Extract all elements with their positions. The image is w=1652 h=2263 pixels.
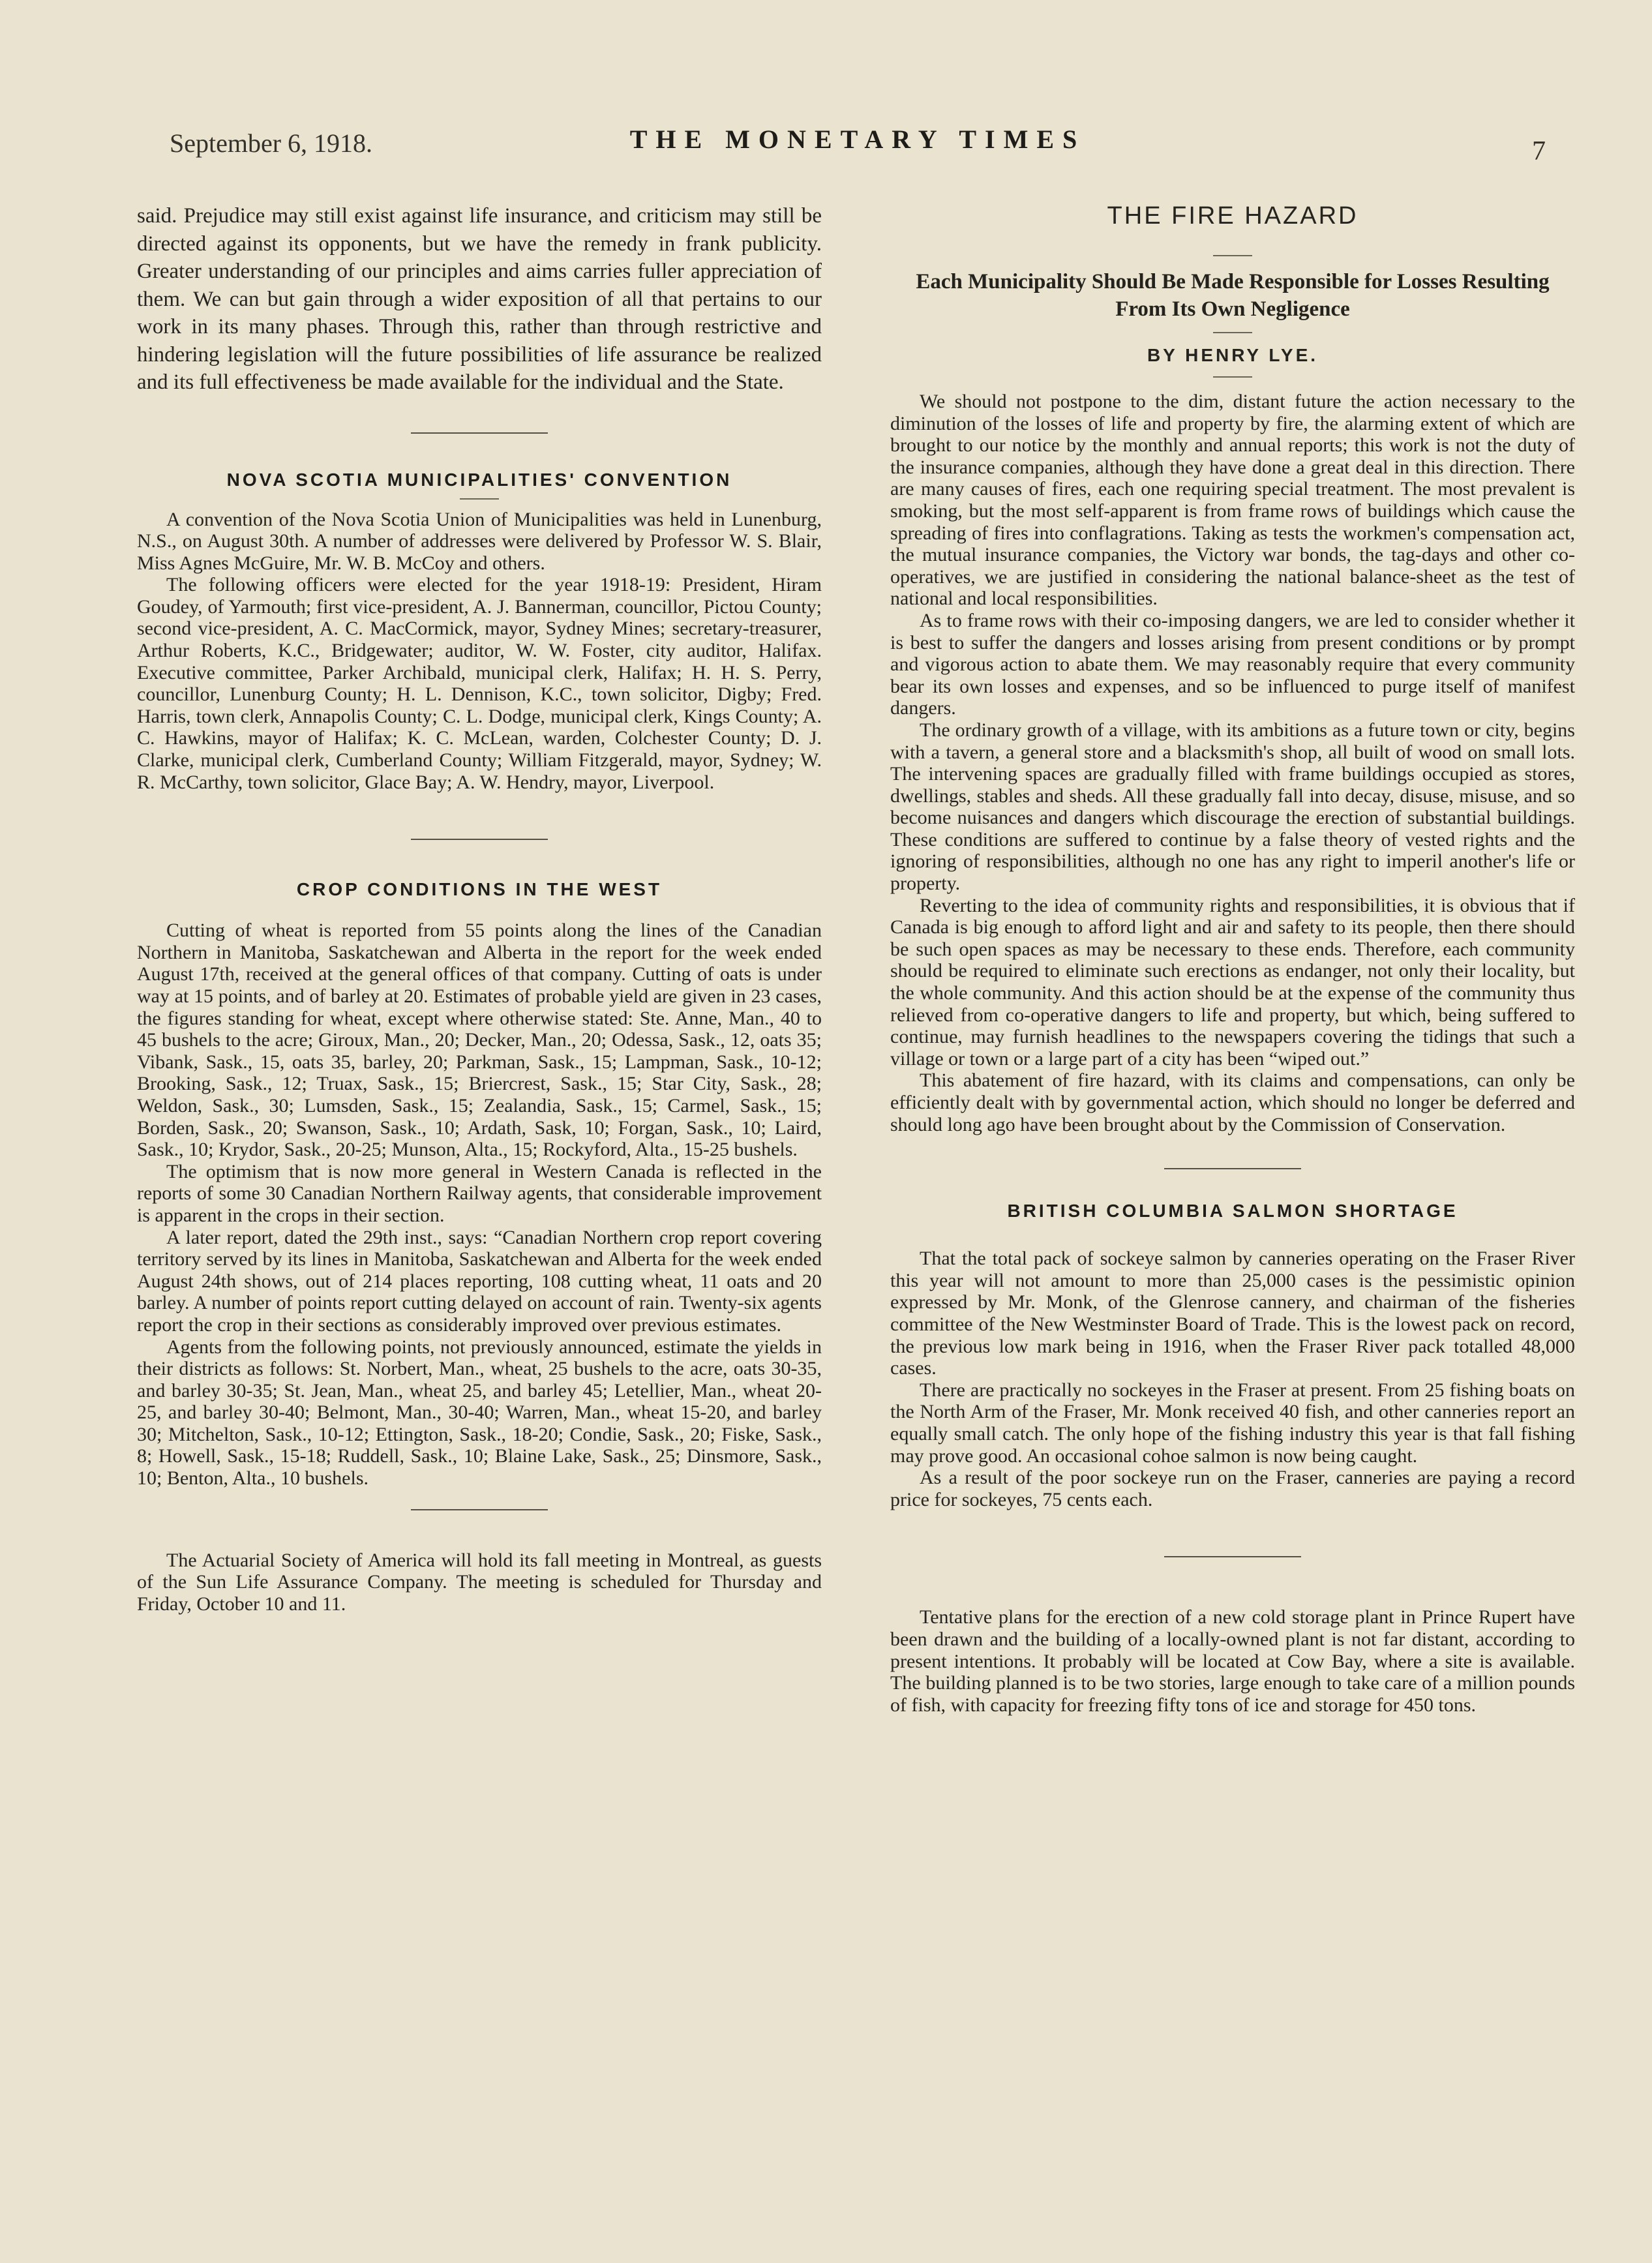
- crop-conditions-heading: CROP CONDITIONS IN THE WEST: [296, 879, 663, 900]
- salmon-shortage-heading: BRITISH COLUMBIA SALMON SHORTAGE: [1007, 1201, 1458, 1221]
- section-divider: [411, 839, 548, 840]
- issue-date: September 6, 1918.: [170, 128, 373, 158]
- nova-scotia-heading: NOVA SCOTIA MUNICIPALITIES' CONVENTION: [226, 469, 732, 490]
- publication-title: THE MONETARY TIMES: [629, 125, 1086, 154]
- right-column: [890, 202, 1575, 1716]
- fire-paragraph: We should not postpone to the dim, distant future the action necessary to the diminution of the losses of life and property by fire, the alarming extent of which are brought to our notice by the monthly and annual reports; this work is not the duty of the insurance companies, although they have done a great deal in this direction. There are many causes of fires, each one requiring special treatment. The most prevalent is smoking, but the most self-apparent is from frame rows of buildings which cause the spreading of fires into conflagrations. Taking as tests the workmen's compensation act, the mutual insurance companies, the Victory war bonds, the tag-days and other co-operatives, we are justified in considering the national balance-sheet as the test of national and local responsibilities.: [890, 391, 1575, 610]
- fire-hazard-subtitle: Each Municipality Should Be Made Responsible for Losses Resulting From Its Own Negligence: [916, 270, 1550, 321]
- crop-paragraph: The optimism that is now more general in Western Canada is reflected in the reports of some 30 Canadian Northern Railway agents, that considerable improvement is apparent in the crops in their section.: [137, 1160, 822, 1226]
- fire-hazard-title: THE FIRE HAZARD: [1107, 202, 1359, 230]
- salmon-paragraph: That the total pack of sockeye salmon by canneries operating on the Fraser River this year will not amount to more than 25,000 cases is the pessimistic opinion expressed by Mr. Monk, of the Glenrose cannery, and chairman of the fisheries committee of the New Westminster Board of Trade. This is the lowest pack on record, the previous low mark being in 1916, when the Fraser River pack totalled 48,000 cases.: [890, 1248, 1575, 1379]
- section-divider: [411, 432, 548, 434]
- actuarial-society-note: The Actuarial Society of America will hold its fall meeting in Montreal, as guests of the Sun Life Assurance Company. The meeting is scheduled for Thursday and Friday, October 10 and 11.: [137, 1549, 822, 1615]
- life-insurance-conclusion: said. Prejudice may still exist against life insurance, and criticism may still be directed against its opponents, but we have the remedy in frank publicity. Greater understanding of our principles and aims carries fuller appreciation of them. We can but gain through a wider exposition of all that pertains to our work in its many phases. Through this, rather than through restrictive and hindering legislation will the future possibilities of life assurance be realized and its full effectiveness be made available for the individual and the State.: [137, 204, 822, 394]
- page-number: 7: [1532, 136, 1546, 166]
- fire-paragraph: The ordinary growth of a village, with its ambitions as a future town or city, begins with a tavern, a general store and a blacksmith's shop, all built of wood on small lots. The intervening spaces are gradually filled with frame buildings occupied as stores, dwellings, stables and sheds. All these gradually fall into decay, disuse, misuse, and so become nuisances and dangers which discourage the erection of substantial buildings. These conditions are suffered to continue by a false theory of vested rights and the ignoring of responsibilities, although no one has any right to imperil another's life or property.: [890, 719, 1575, 895]
- page-header: [170, 124, 1546, 166]
- section-divider: [1164, 1556, 1301, 1557]
- cold-storage-note: Tentative plans for the erection of a new cold storage plant in Prince Rupert have been drawn and the building of a locally-owned plant is not far distant, according to present intentions. It probably will be located at Cow Bay, where a site is available. The building planned is to be two stories, large enough to take care of a million pounds of fish, with capacity for freezing fifty tons of ice and storage for 450 tons.: [890, 1606, 1575, 1716]
- left-column: [137, 202, 822, 1615]
- crop-paragraph: Agents from the following points, not previously announced, estimate the yields in their districts as follows: St. Norbert, Man., wheat, 25 bushels to the acre, oats 30-35, and barley 30-35; St. Jean, Man., wheat 25, and barley 45; Letellier, Man., wheat 20-25, and barley 30-40; Belmont, Man., 30-40; Warren, Man., wheat 15-20, and barley 30; Mitchelton, Sask., 10-12; Ettington, Sask., 18-20; Condie, Sask., 20; Fiske, Sask., 8; Howell, Sask., 15-18; Ruddell, Sask., 10; Blaine Lake, Sask., 25; Dinsmore, Sask., 10; Benton, Alta., 10 bushels.: [137, 1336, 822, 1490]
- fire-paragraph: Reverting to the idea of community rights and responsibilities, it is obvious that if Canada is big enough to afford light and air and safety to its people, then there should be such open spaces as may be necessary to these ends. Therefore, each community should be required to eliminate such erections as endanger, not only their locality, but the whole community. And this action should be at the expense of the community thus relieved from co-operative dangers to life and property, but which, being suffered to continue, may furnish headlines to the newspapers covering the tidings that such a village or town or a large part of a city has been “wiped out.”: [890, 894, 1575, 1070]
- nova-scotia-paragraph: A convention of the Nova Scotia Union of Municipalities was held in Lunenburg, N.S., on August 30th. A number of addresses were delivered by Professor W. S. Blair, Miss Agnes McGuire, Mr. W. B. McCoy and others.: [137, 508, 822, 574]
- heading-rule: [460, 498, 499, 500]
- heading-rule: [1213, 376, 1252, 378]
- nova-scotia-paragraph: The following officers were elected for the year 1918-19: President, Hiram Goudey, of Yarmouth; first vice-president, A. J. Bannerman, councillor, Pictou County; second vice-president, A. C. MacCormick, mayor, Sydney Mines; secretary-treasurer, Arthur Roberts, K.C., Bridgewater; auditor, W. W. Foster, city auditor, Halifax. Executive committee, Parker Archibald, municipal clerk, Halifax; H. H. S. Perry, councillor, Lunenburg County; H. L. Dennison, K.C., town solicitor, Digby; Fred. Harris, town clerk, Annapolis County; C. L. Dodge, municipal clerk, Kings County; A. C. Hawkins, mayor of Halifax; K. C. McLean, warden, Colchester County; D. J. Clarke, municipal clerk, Cumberland County; William Fitzgerald, mayor, Sydney; W. R. McCarthy, town solicitor, Glace Bay; A. W. Hendry, mayor, Liverpool.: [137, 574, 822, 793]
- author-byline: BY HENRY LYE.: [1147, 345, 1319, 365]
- fire-paragraph: This abatement of fire hazard, with its claims and compensations, can only be efficiently dealt with by governmental action, which should no longer be deferred and should long ago have been brought about by the Commission of Conservation.: [890, 1070, 1575, 1135]
- crop-paragraph: A later report, dated the 29th inst., says: “Canadian Northern crop report covering territory served by its lines in Manitoba, Saskatchewan and Alberta for the week ended August 24th shows, out of 214 places reporting, 108 cutting wheat, 11 oats and 20 barley. A number of points report cutting delayed on account of rain. Twenty-six agents report the crop in their sections as considerably improved over previous estimates.: [137, 1226, 822, 1336]
- crop-paragraph: Cutting of wheat is reported from 55 points along the lines of the Canadian Northern in Manitoba, Saskatchewan and Alberta in the report for the week ended August 17th, received at the general offices of that company. Cutting of oats is under way at 15 points, and of barley at 20. Estimates of probable yield are given in 23 cases, the figures standing for wheat, except where otherwise stated: Ste. Anne, Man., 40 to 45 bushels to the acre; Giroux, Man., 20; Decker, Man., 20; Odessa, Sask., 12, oats 35; Vibank, Sask., 15, oats 35, barley, 20; Parkman, Sask., 15; Lampman, Sask., 10-12; Brooking, Sask., 12; Truax, Sask., 15; Briercrest, Sask., 15; Star City, Sask., 28; Weldon, Sask., 30; Lumsden, Sask., 15; Zealandia, Sask., 15; Carmel, Sask., 15; Borden, Sask., 20; Swanson, Sask., 10; Ardath, Sask, 10; Forgan, Sask., 10; Laird, Sask., 10; Krydor, Sask., 20-25; Munson, Alta., 15; Rockyford, Alta., 15-25 bushels.: [137, 920, 822, 1161]
- heading-rule: [1213, 332, 1252, 333]
- section-divider: [411, 1509, 548, 1510]
- fire-paragraph: As to frame rows with their co-imposing dangers, we are led to consider whether it is best to suffer the dangers and losses arising from present conditions or by prompt and vigorous action to abate them. We may reasonably require that every community bear its own losses and expenses, and so be influenced to purge itself of manifest dangers.: [890, 609, 1575, 719]
- salmon-paragraph: As a result of the poor sockeye run on the Fraser, canneries are paying a record price for sockeyes, 75 cents each.: [890, 1467, 1575, 1510]
- heading-rule: [1213, 255, 1252, 256]
- section-divider: [1164, 1168, 1301, 1169]
- salmon-paragraph: There are practically no sockeyes in the Fraser at present. From 25 fishing boats on the North Arm of the Fraser, Mr. Monk received 40 fish, and other canneries report an equally small catch. The only hope of the fishing industry this year is that fall fishing may prove good. An occasional cohoe salmon is now being caught.: [890, 1379, 1575, 1467]
